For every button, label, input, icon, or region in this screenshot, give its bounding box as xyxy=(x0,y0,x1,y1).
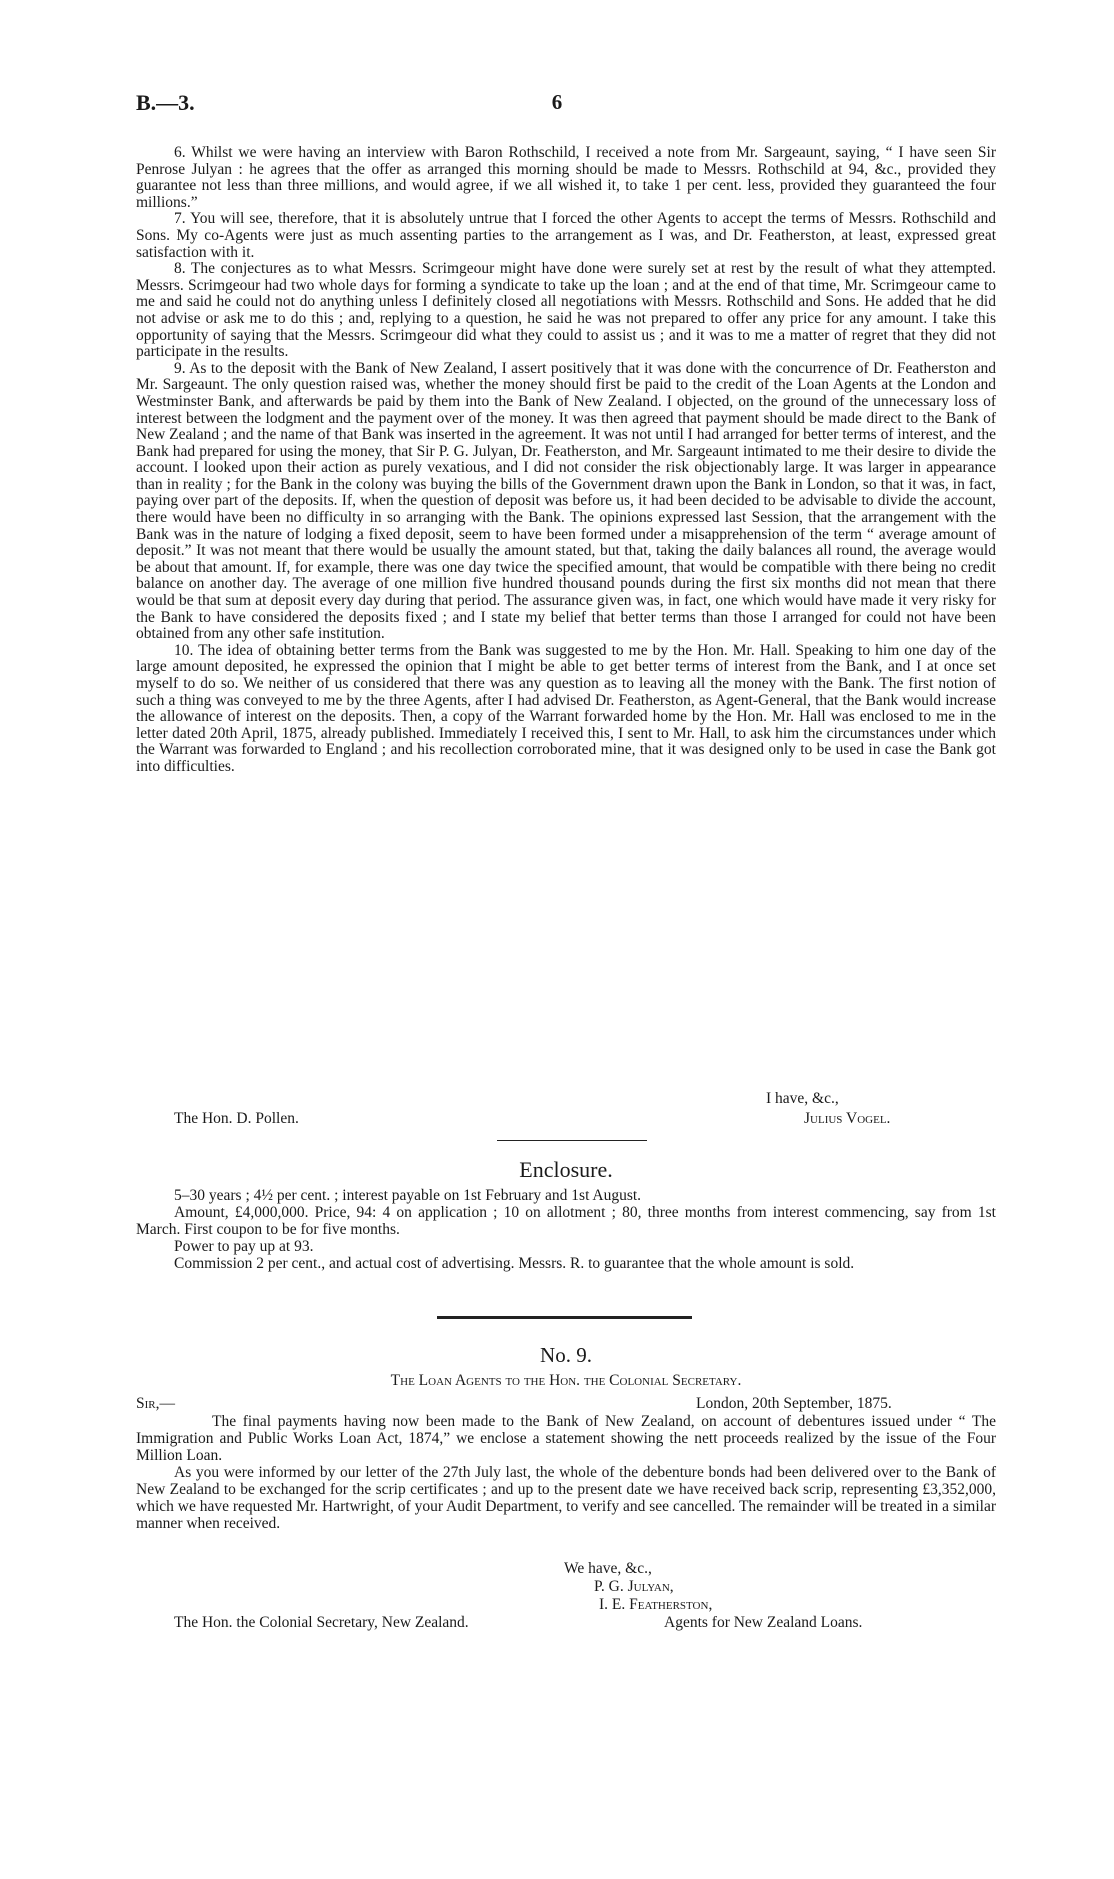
enclosure-line-3: Power to pay up at 93. xyxy=(174,1238,314,1255)
page-header xyxy=(136,90,978,120)
no9-closing-row xyxy=(136,1560,996,1578)
paragraph-10: 10. The idea of obtaining better terms from the Bank was suggested to me by the Hon. Mr. Hall. Speaking to him one day of the large amount deposited, he expressed the opinion that I might be able to get better terms of interest from the Bank, and I at once set myself to do so. We neither of us considered that there was any question as to leaving all the money with the Bank. The first notion of such a thing was conveyed to me by the three Agents, after I had advised Dr. Featherston, as Agent-General, that the Bank would increase the allowance of interest on the deposits. Then, a copy of the Warrant forwarded home by the Hon. Mr. Hall was enclosed to me in the letter dated 20th April, 1875, already published. Immediately I received this, I sent to Mr. Hall, to ask him the circumstances under which the Warrant was forwarded to England ; and his recollection corroborated mine, that it was designed only to be used in case the Bank got into difficulties. xyxy=(136,641,996,775)
paragraph-8: 8. The conjectures as to what Messrs. Scrimgeour might have done were surely set at rest by the result of what they attempted. Messrs. Scrimgeour had two whole days for forming a syndicate to take up the loan ; and at the end of that time, Mr. Scrimgeour came to me and said he could not do anything unless I definitely closed all negotiations with Messrs. Rothschild and Sons. He added that he did not advise or ask me to do this ; and, replying to a question, he said he was not prepared to offer any price for any amount. I take this opportunity of saying that the Messrs. Scrimgeour did what they could to assist us ; and it was to me a matter of regret that they did not participate in the results. xyxy=(136,260,996,361)
enclosure-line-1: 5–30 years ; 4½ per cent. ; interest payable on 1st February and 1st August. xyxy=(174,1187,642,1204)
no9-paragraph-1: The final payments having now been made to the Bank of New Zealand, on account of debentures issued under “ The Immigration and Public Works Loan Act, 1874,” we enclose a statement showing the nett proceeds realized by the issue of the Four Million Loan. xyxy=(136,1413,996,1464)
salutation: Sir,— xyxy=(136,1395,175,1412)
document-number: No. 9. xyxy=(540,1343,592,1367)
no9-addressee-row xyxy=(136,1614,996,1632)
agents-role: Agents for New Zealand Loans. xyxy=(664,1614,863,1631)
signatory-featherston: I. E. Featherston, xyxy=(599,1596,713,1613)
no9-signatory-2-row xyxy=(136,1596,996,1614)
signatory-julyan: P. G. Julyan, xyxy=(594,1578,674,1595)
document-subtitle: The Loan Agents to the Hon. the Colonial Secretary. xyxy=(390,1372,742,1389)
letter-signature-row xyxy=(136,1110,996,1128)
no9-addressee: The Hon. the Colonial Secretary, New Zealand. xyxy=(174,1614,469,1631)
letter-signature: Julius Vogel. xyxy=(804,1110,891,1127)
section-divider xyxy=(497,1140,647,1141)
letter-closing: I have, &c., xyxy=(766,1090,839,1107)
enclosure-line-4: Commission 2 per cent., and actual cost of advertising. Messrs. R. to guarantee that the whole amount is sold. xyxy=(174,1255,855,1272)
paragraph-7: 7. You will see, therefore, that it is absolutely untrue that I forced the other Agents to accept the terms of Messrs. Rothschild and Sons. My co-Agents were just as much assenting parties to the arrangement as I was, and Dr. Featherston, at least, expressed great satisfaction with it. xyxy=(136,210,996,261)
page-number: 6 xyxy=(551,90,563,114)
letter-body xyxy=(136,145,996,776)
series-code: B.—3. xyxy=(136,90,195,115)
place-date: London, 20th September, 1875. xyxy=(696,1395,892,1412)
no9-body xyxy=(136,1413,996,1532)
no9-signatory-1-row xyxy=(136,1578,996,1596)
salutation-row xyxy=(136,1395,996,1413)
no9-closing: We have, &c., xyxy=(564,1560,652,1577)
enclosure-line-2: Amount, £4,000,000. Price, 94: 4 on application ; 10 on allotment ; 80, three months from interest commencing, say from 1st March. First coupon to be for five months. xyxy=(136,1204,996,1238)
heavy-divider xyxy=(437,1316,692,1319)
no9-paragraph-2: As you were informed by our letter of the 27th July last, the whole of the debenture bonds had been delivered over to the Bank of New Zealand to be exchanged for the scrip certificates ; and up to the present date we have received back scrip, representing £3,352,000, which we have requested Mr. Hartwright, of your Audit Department, to verify and see cancelled. The remainder will be treated in a similar manner when received. xyxy=(136,1464,996,1532)
enclosure-body xyxy=(136,1187,996,1272)
enclosure-title: Enclosure. xyxy=(519,1157,613,1182)
letter-closing-row xyxy=(136,1090,996,1108)
paragraph-6: 6. Whilst we were having an interview with Baron Rothschild, I received a note from Mr. Sargeaunt, saying, “ I have seen Sir Penrose Julyan : he agrees that the offer as arranged this morning should be made to Messrs. Rothschild at 94, &c., provided they guarantee not less than three millions, and would agree, if we all wished it, to take 1 per cent. less, provided they guaranteed the four millions.” xyxy=(136,144,996,211)
letter-addressee: The Hon. D. Pollen. xyxy=(174,1110,299,1127)
paragraph-9: 9. As to the deposit with the Bank of New Zealand, I assert positively that it was done with the concurrence of Dr. Featherston and Mr. Sargeaunt. The only question raised was, whether the money should first be paid to the credit of the Loan Agents at the London and Westminster Bank, and afterwards be paid by them into the Bank of New Zealand. I objected, on the ground of the unnecessary loss of interest between the lodgment and the payment over of the money. It was then agreed that payment should be made direct to the Bank of New Zealand ; and the name of that Bank was inserted in the agreement. It was not until I had arranged for better terms of interest, and the Bank had prepared for using the money, that Sir P. G. Julyan, Dr. Featherston, and Mr. Sargeaunt intimated to me their desire to divide the account. I looked upon their action as purely vexatious, and I did not consider the risk objectionably large. It was larger in appearance than in reality ; for the Bank in the colony was buying the bills of the Government drawn upon the Bank in London, so that it was, in fact, paying over part of the deposits. If, when the question of deposit was before us, it had been decided to be advisable to divide the account, there would have been no difficulty in so arranging with the Bank. The opinions expressed last Session, that the arrangement with the Bank was in the nature of lodging a fixed deposit, seem to have been formed under a misapprehension of the term “ average amount of deposit.” It was not meant that there would be usually the amount stated, but that, taking the daily balances all round, the average would be about that amount. If, for example, there was one day twice the specified amount, that would be compatible with there being no credit balance on another day. The average of one million five hundred thousand pounds during the first six months did not mean that there would be that sum at deposit every day during that period. The assurance given was, in fact, one which would have made it very risky for the Bank to have considered the deposits fixed ; and I state my belief that better terms than those I arranged for could not have been obtained from any other safe institution. xyxy=(136,359,996,643)
